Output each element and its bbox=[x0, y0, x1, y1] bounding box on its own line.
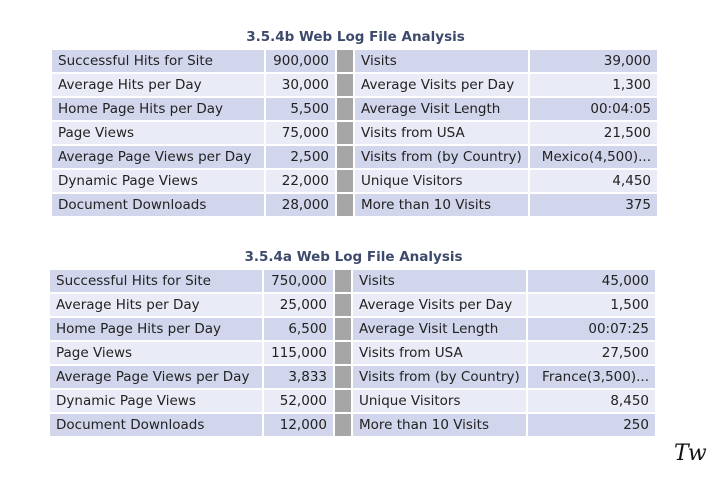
separator-cell bbox=[335, 342, 351, 364]
right-value-cell: 45,000 bbox=[528, 270, 655, 292]
table-row bbox=[52, 146, 657, 168]
table-title: 3.5.4b Web Log File Analysis bbox=[246, 29, 465, 45]
right-value-cell: 21,500 bbox=[530, 122, 657, 144]
table-row bbox=[52, 50, 657, 72]
left-value-cell: 28,000 bbox=[266, 194, 335, 216]
left-label-cell: Average Hits per Day bbox=[50, 294, 262, 316]
left-label-cell: Page Views bbox=[52, 122, 264, 144]
table-title: 3.5.4a Web Log File Analysis bbox=[244, 249, 463, 265]
table-row bbox=[50, 390, 655, 412]
left-value-cell: 52,000 bbox=[264, 390, 333, 412]
separator-cell bbox=[337, 122, 353, 144]
right-label-cell: Average Visits per Day bbox=[355, 74, 528, 96]
right-label-cell: Average Visit Length bbox=[355, 98, 528, 120]
table-row bbox=[52, 170, 657, 192]
stats-table-body bbox=[52, 50, 657, 216]
table-row bbox=[50, 270, 655, 292]
table-row bbox=[50, 318, 655, 340]
left-value-cell: 900,000 bbox=[266, 50, 335, 72]
stats-table bbox=[50, 48, 659, 218]
separator-cell bbox=[337, 194, 353, 216]
separator-cell bbox=[335, 414, 351, 436]
right-value-cell: 250 bbox=[528, 414, 655, 436]
left-label-cell: Document Downloads bbox=[50, 414, 262, 436]
left-value-cell: 6,500 bbox=[264, 318, 333, 340]
right-label-cell: Unique Visitors bbox=[353, 390, 526, 412]
stats-table-body bbox=[50, 270, 655, 436]
left-value-cell: 3,833 bbox=[264, 366, 333, 388]
trailing-body-text: Tw bbox=[674, 441, 707, 466]
separator-cell bbox=[337, 98, 353, 120]
table-row bbox=[52, 194, 657, 216]
left-label-cell: Average Page Views per Day bbox=[50, 366, 262, 388]
left-label-cell: Dynamic Page Views bbox=[50, 390, 262, 412]
right-label-cell: Visits bbox=[355, 50, 528, 72]
right-label-cell: Unique Visitors bbox=[355, 170, 528, 192]
right-label-cell: More than 10 Visits bbox=[353, 414, 526, 436]
left-value-cell: 75,000 bbox=[266, 122, 335, 144]
right-label-cell: Visits from (by Country) bbox=[353, 366, 526, 388]
right-label-cell: Average Visit Length bbox=[353, 318, 526, 340]
web-log-table-b bbox=[52, 26, 659, 218]
web-log-table-a bbox=[50, 246, 657, 438]
left-label-cell: Successful Hits for Site bbox=[52, 50, 264, 72]
separator-cell bbox=[337, 50, 353, 72]
left-value-cell: 12,000 bbox=[264, 414, 333, 436]
separator-cell bbox=[335, 270, 351, 292]
left-value-cell: 22,000 bbox=[266, 170, 335, 192]
separator-cell bbox=[337, 146, 353, 168]
separator-cell bbox=[337, 170, 353, 192]
table-row bbox=[50, 342, 655, 364]
right-value-cell: 00:04:05 bbox=[530, 98, 657, 120]
left-value-cell: 750,000 bbox=[264, 270, 333, 292]
right-value-cell: Mexico(4,500)... bbox=[530, 146, 657, 168]
left-label-cell: Dynamic Page Views bbox=[52, 170, 264, 192]
left-value-cell: 5,500 bbox=[266, 98, 335, 120]
right-value-cell: 375 bbox=[530, 194, 657, 216]
right-value-cell: 8,450 bbox=[528, 390, 655, 412]
right-value-cell: 00:07:25 bbox=[528, 318, 655, 340]
left-label-cell: Average Page Views per Day bbox=[52, 146, 264, 168]
table-row bbox=[50, 366, 655, 388]
left-label-cell: Successful Hits for Site bbox=[50, 270, 262, 292]
left-label-cell: Document Downloads bbox=[52, 194, 264, 216]
left-label-cell: Average Hits per Day bbox=[52, 74, 264, 96]
right-value-cell: 4,450 bbox=[530, 170, 657, 192]
separator-cell bbox=[335, 318, 351, 340]
right-value-cell: 1,500 bbox=[528, 294, 655, 316]
right-label-cell: Average Visits per Day bbox=[353, 294, 526, 316]
right-value-cell: 27,500 bbox=[528, 342, 655, 364]
right-label-cell: Visits from USA bbox=[355, 122, 528, 144]
left-value-cell: 115,000 bbox=[264, 342, 333, 364]
table-row bbox=[52, 98, 657, 120]
table-row bbox=[50, 294, 655, 316]
table-row bbox=[50, 414, 655, 436]
table-row bbox=[52, 74, 657, 96]
right-value-cell: 39,000 bbox=[530, 50, 657, 72]
left-value-cell: 30,000 bbox=[266, 74, 335, 96]
separator-cell bbox=[335, 294, 351, 316]
left-value-cell: 25,000 bbox=[264, 294, 333, 316]
separator-cell bbox=[335, 366, 351, 388]
right-label-cell: Visits from (by Country) bbox=[355, 146, 528, 168]
right-label-cell: Visits bbox=[353, 270, 526, 292]
separator-cell bbox=[337, 74, 353, 96]
right-value-cell: 1,300 bbox=[530, 74, 657, 96]
left-label-cell: Home Page Hits per Day bbox=[50, 318, 262, 340]
table-row bbox=[52, 122, 657, 144]
left-label-cell: Home Page Hits per Day bbox=[52, 98, 264, 120]
left-label-cell: Page Views bbox=[50, 342, 262, 364]
stats-table bbox=[48, 268, 657, 438]
right-value-cell: France(3,500)... bbox=[528, 366, 655, 388]
separator-cell bbox=[335, 390, 351, 412]
right-label-cell: Visits from USA bbox=[353, 342, 526, 364]
right-label-cell: More than 10 Visits bbox=[355, 194, 528, 216]
left-value-cell: 2,500 bbox=[266, 146, 335, 168]
